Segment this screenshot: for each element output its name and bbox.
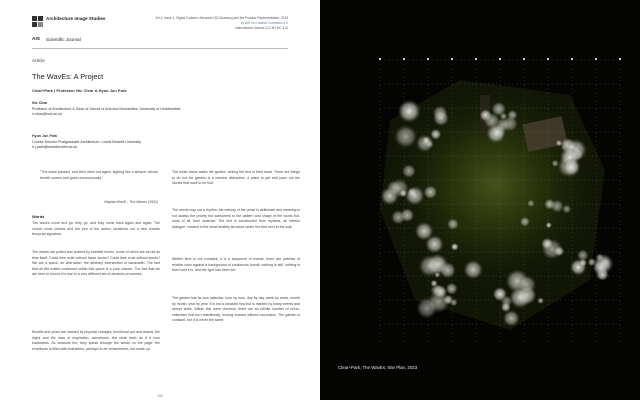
- header-divider: [32, 48, 288, 49]
- logo-block: [38, 16, 43, 21]
- tree-canopy: [443, 295, 453, 305]
- license-line: by AIS on Creative Commons 4.0: [240, 21, 288, 25]
- article-title: The WavEs: A Project: [32, 72, 104, 81]
- grid-marker: [475, 58, 477, 60]
- body-paragraph: Months and years are marked by physical changes, emotional ups and downs, the highs and the lows of inspiration; sometimes, the clock feels as if it runs backwards. As seasons fire, they speak through the words on the page; the emptiness is filled with characters, perhaps to be remembered, but made up.: [32, 330, 160, 351]
- tree-canopy: [423, 185, 437, 199]
- tree-canopy: [546, 222, 552, 228]
- author-name: Nic Clear: [32, 101, 48, 105]
- tree-canopy: [579, 259, 587, 267]
- grid-marker: [427, 58, 429, 60]
- author-role: Professor of Architecture & Dean of School of Arts and Humanities, University of Huddersfield: [32, 106, 181, 111]
- tree-canopy: [520, 217, 530, 227]
- author-line: Clear+Park | Professor Nic Clear & Hyun Jun Park: [32, 88, 127, 93]
- tree-canopy: [495, 118, 510, 133]
- tree-canopy: [451, 243, 459, 251]
- tree-canopy: [463, 260, 482, 279]
- issue-info: [138, 16, 288, 31]
- article-type-label: Article: [32, 58, 45, 63]
- grid-marker: [499, 58, 501, 60]
- tree-canopy: [503, 310, 520, 327]
- body-paragraph: Written time is not constant, it is a sequence of events, there are patches of relative calm against a background of continuous tumult; nothing is still, nothing is fixed until it is, and the type has been set.: [172, 257, 300, 273]
- author-affiliation: [32, 101, 288, 118]
- tree-canopy: [439, 262, 456, 279]
- author-affiliation: [32, 134, 288, 151]
- logo-block: [32, 22, 37, 27]
- grid-marker: [451, 58, 453, 60]
- author-name: Hyun Jun Park: [32, 134, 58, 138]
- author-email[interactable]: h.j.park@leedsbeckett.ac.uk: [32, 145, 78, 150]
- journal-abbrev: AIS: [32, 37, 40, 42]
- tree-canopy: [398, 100, 421, 123]
- section-heading: Words: [32, 214, 45, 219]
- grid-marker: [595, 58, 597, 60]
- grid-marker: [403, 58, 405, 60]
- figure-page: [320, 0, 640, 400]
- issue-line: Vol 4, Issue 1, Digital Cultures: Advanced 3D Scanning and the Practice Representation, 2023: [155, 16, 288, 20]
- site-plan-image: [320, 0, 640, 400]
- grid-marker: [379, 58, 381, 60]
- tree-canopy: [527, 200, 534, 207]
- body-paragraph: The writer alone walks the garden, writing the text in their head. There are things to do but the garden is a needed distraction, a place to get and pace out the stories that want to be told.: [172, 170, 300, 186]
- license-line: International License (CC BY-NC 4.0): [235, 26, 288, 30]
- tree-canopy: [394, 125, 417, 148]
- tree-canopy: [518, 275, 536, 293]
- grid-marker: [619, 58, 621, 60]
- body-paragraph: The waves are pulled and pushed by invisible forces, some of which are as old as time itself. Could time exist without these forces? Could time exist without words? We are a speck, an aberration, the arbitrary intersection of bandwidth. The fact that all this matter coalesced within this space is a pure chance. The fact that we are here to record it is due to a very different set of aleatoric processes.: [32, 250, 160, 277]
- tree-canopy: [400, 208, 414, 222]
- journal-subtitle: Scientific Journal: [46, 37, 81, 42]
- tree-canopy: [402, 164, 416, 178]
- journal-name: Architecture Image Studies: [46, 16, 106, 21]
- body-paragraph: The waves come and go, they go, and they come back again and again. The church clock chimes and the pen of the author scratches out a new chaotic temporal signature.: [32, 221, 160, 237]
- grid-marker: [523, 58, 525, 60]
- logo-block: [38, 22, 43, 27]
- tree-canopy: [537, 297, 544, 304]
- tree-canopy: [563, 159, 580, 176]
- tree-canopy: [447, 218, 459, 230]
- page-number: 100: [157, 394, 163, 398]
- tree-canopy: [415, 222, 434, 241]
- grid-marker: [547, 58, 549, 60]
- tree-canopy: [390, 179, 409, 198]
- grid-marker: [571, 58, 573, 60]
- tree-canopy: [416, 134, 434, 152]
- author-role: Course Director Postgraduate Architecture, Leeds Beckett University: [32, 139, 142, 144]
- tree-canopy: [551, 200, 564, 213]
- body-paragraph: The garden has its own calendar: hour by hour, day by day, week by week, month by month, year by year. It is not a constant flow but is marked by sharp events and abrupt shifts. Within this mere universe, there are an infinite number of micro-calendars that turn relentlessly, moving onward without conclusion. The garden is constant, but it is never the same.: [172, 296, 300, 323]
- tree-canopy: [416, 297, 437, 318]
- tree-canopy: [593, 260, 608, 275]
- tree-canopy: [433, 110, 449, 126]
- tree-canopy: [419, 255, 441, 277]
- logo-block: [32, 16, 37, 21]
- figure-caption: Clear+Park, The WavEs; Site Plan, 2023: [338, 365, 418, 370]
- epigraph-source: Virginia Woolf – The Waves (1931): [103, 200, 158, 204]
- author-email[interactable]: n.clear@hud.ac.uk: [32, 112, 63, 117]
- tree-canopy: [541, 238, 553, 250]
- epigraph-quote: "The wave paused, and then drew out again, sighing like a sleeper whose breath comes and goes unconsciously.": [40, 170, 158, 180]
- body-paragraph: The words map out a rhythm, the melody of the prose is deliberate and meaning is not always the priority but subsumed to the pattern and shape of the words but, most of all, their cadence. The text is constructed from rhythms, an interior dialogue, created in the small shabby structure under the tree next to the wall.: [172, 208, 300, 229]
